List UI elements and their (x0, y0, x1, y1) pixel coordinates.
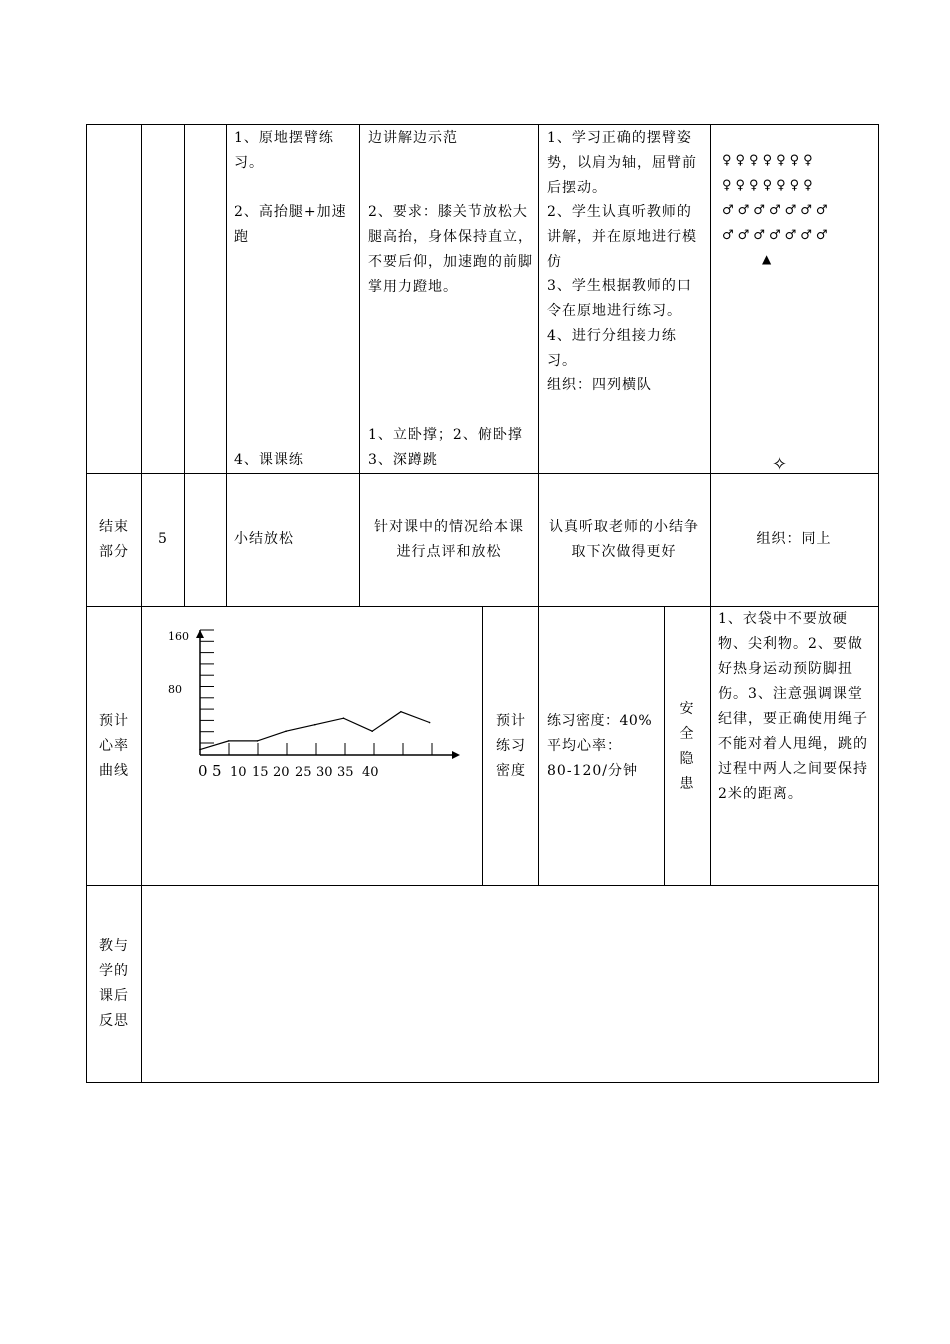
col-divider-a (141, 124, 142, 1083)
col-divider-f (710, 124, 711, 886)
y-axis-arrow-icon (196, 630, 204, 638)
heart-rate-point (285, 730, 287, 732)
student-item-1: 1、学习正确的摆臂姿势，以肩为轴，屈臂前后摆动。 (547, 130, 697, 196)
y-tick-label: 80 (168, 683, 182, 696)
avg-heart-rate-value: 80-120/分钟 (547, 763, 638, 779)
heart-rate-label: 预计心率曲线 (99, 713, 129, 779)
heart-rate-point (343, 717, 345, 719)
method-item-1: 边讲解边示范 (368, 130, 458, 146)
end-content: 小结放松 (234, 531, 294, 547)
heart-rate-point (228, 740, 230, 742)
density-label: 预计练习密度 (496, 713, 526, 779)
method-item-2: 2、要求：膝关节放松大腿高抬，身体保持直立，不要后仰，加速跑的前脚掌用力蹬地。 (368, 204, 533, 295)
method-item-3: 1、立卧撑；2、俯卧撑 3、深蹲跳 (368, 427, 523, 468)
safety-label: 安全隐患 (679, 701, 695, 792)
heart-rate-point (400, 711, 402, 713)
table-border-left (86, 124, 87, 1083)
content-item-2: 2、高抬腿+加速跑 (234, 204, 347, 245)
col-divider-d (359, 124, 360, 607)
student-item-5: 组织：四列横队 (547, 377, 652, 393)
content-item-3: 4、课课练 (234, 452, 304, 468)
section-label-end: 结束部分 (99, 519, 129, 560)
x-tick-label: 15 (252, 765, 269, 780)
x-tick-label: 10 (230, 765, 247, 780)
student-item-2: 2、学生认真听教师的讲解，并在原地进行模仿 (547, 204, 697, 270)
col-divider-b (184, 124, 185, 607)
heart-rate-point (429, 722, 431, 724)
table-border-right (878, 124, 879, 1083)
x-axis-arrow-icon (452, 751, 460, 759)
x-tick-label: 35 (337, 765, 354, 780)
content-item-1: 1、原地摆臂练习。 (234, 130, 334, 171)
end-organization: 组织：同上 (756, 531, 832, 547)
end-student: 认真听取老师的小结争取下次做得更好 (549, 519, 699, 560)
heart-rate-point (257, 740, 259, 742)
heart-rate-point (199, 749, 201, 751)
end-method: 针对课中的情况给本课进行点评和放松 (374, 519, 524, 560)
col-divider-e (538, 124, 539, 886)
table-border-bottom (86, 1082, 879, 1083)
reflection-label: 教与学的课后反思 (99, 938, 129, 1029)
row-divider-1 (86, 473, 879, 474)
x-tick-label: 5 (212, 762, 222, 780)
x-tick-label: 0 (198, 762, 208, 780)
student-item-3: 3、学生根据教师的口令在原地进行练习。 (547, 278, 692, 319)
teacher-triangle-icon: ▲ (762, 252, 772, 266)
y-tick-label: 160 (168, 630, 189, 643)
x-tick-label: 20 (273, 765, 290, 780)
x-tick-label: 40 (362, 765, 379, 780)
col-divider-g (482, 606, 483, 886)
heart-rate-point (371, 730, 373, 732)
male-row-2: ♂♂♂♂♂♂♂ (722, 228, 832, 243)
heart-rate-series-line (200, 712, 430, 750)
star-icon: ✧ (772, 454, 788, 475)
heart-rate-chart (160, 620, 470, 790)
col-divider-c (226, 124, 227, 607)
x-tick-label: 30 (316, 765, 333, 780)
student-item-4: 4、进行分组接力练习。 (547, 328, 677, 369)
time-value: 5 (158, 531, 167, 547)
heart-rate-point (314, 724, 316, 726)
female-row-1: ♀♀♀♀♀♀♀ (722, 153, 817, 168)
density-value: 练习密度：40% (547, 713, 653, 729)
col-divider-h (664, 606, 665, 886)
x-tick-label: 25 (295, 765, 312, 780)
avg-heart-rate-label: 平均心率： (547, 738, 622, 754)
safety-text: 1、衣袋中不要放硬物、尖利物。2、要做好热身运动预防脚扭伤。3、注意强调课堂纪律，要正确使用绳子不能对着人甩绳，跳的过程中两人之间要保持2米的距离。 (718, 611, 868, 802)
male-row-1: ♂♂♂♂♂♂♂ (722, 203, 832, 218)
female-row-2: ♀♀♀♀♀♀♀ (722, 178, 817, 193)
table-border-top (86, 124, 879, 125)
